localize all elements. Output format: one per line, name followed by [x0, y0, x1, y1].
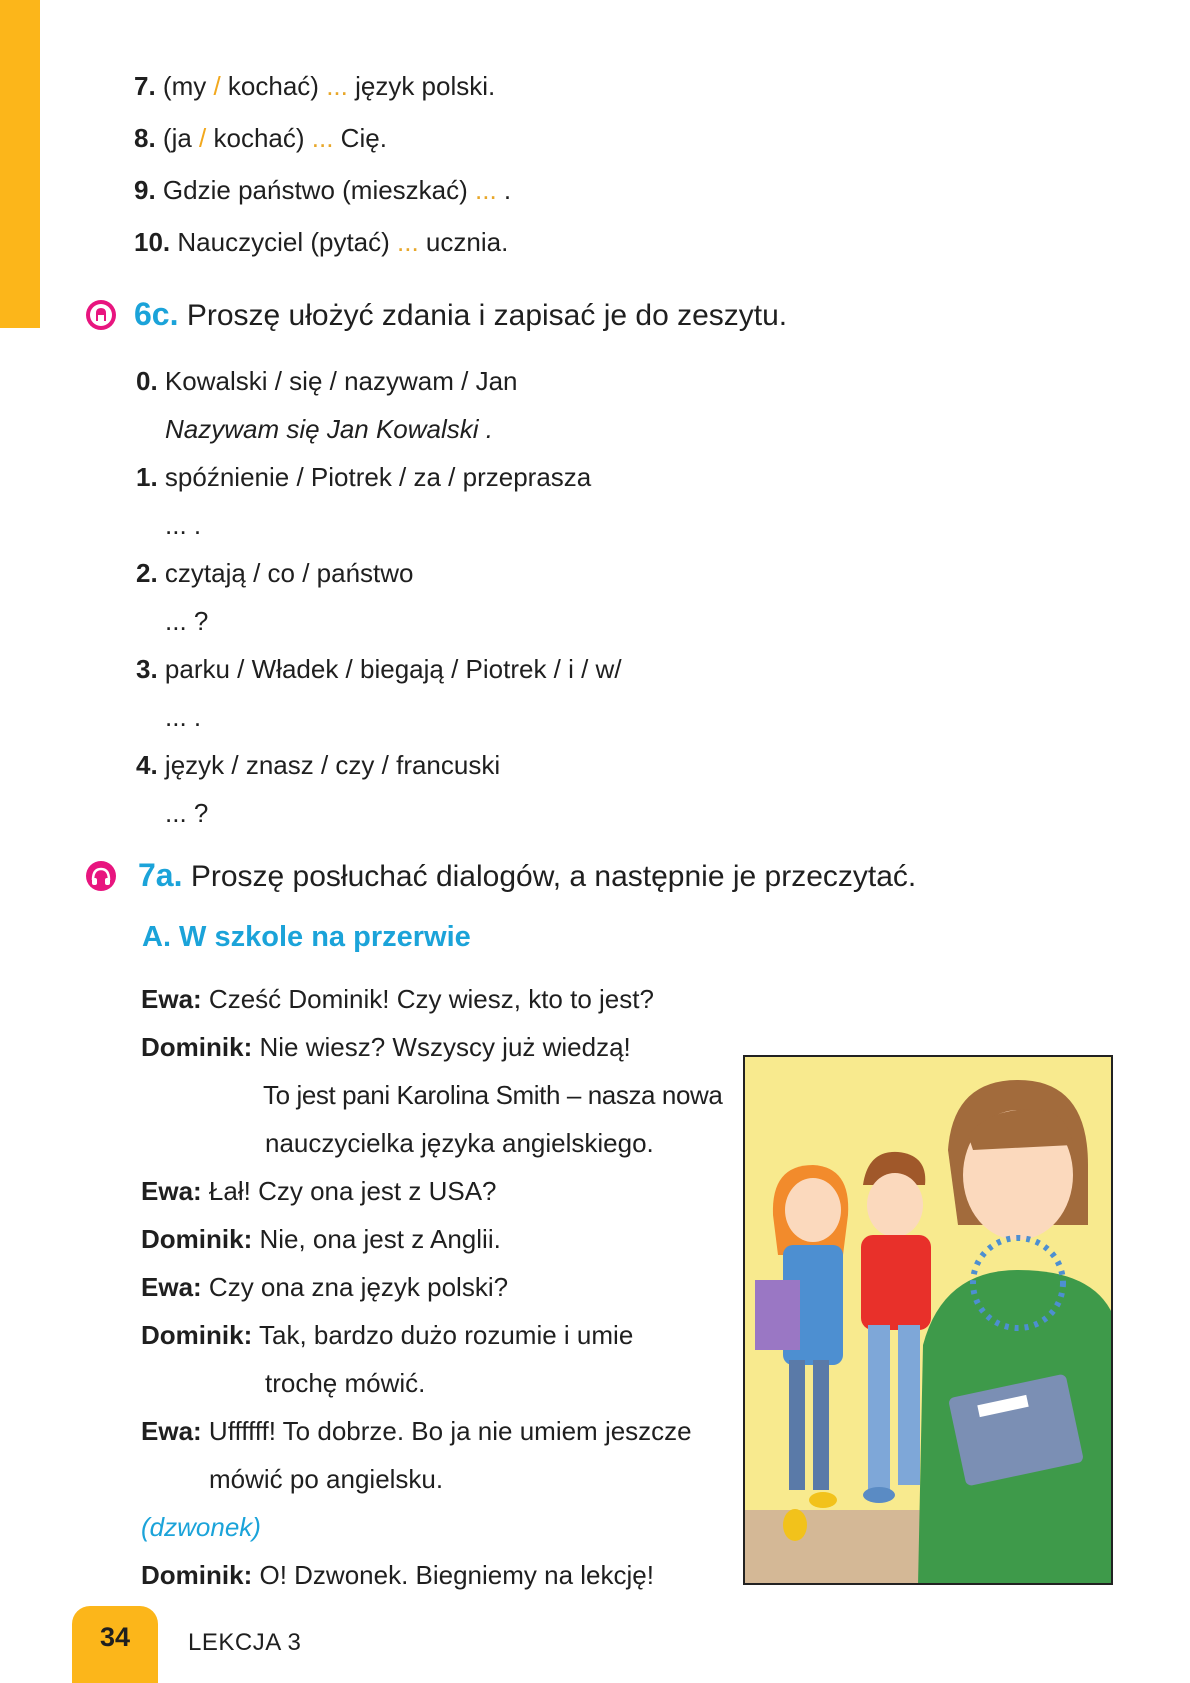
- dialog-cue: (dzwonek): [141, 1512, 261, 1542]
- pencil-icon: [86, 300, 116, 330]
- ex6c-answer-2: ... ?: [165, 606, 209, 636]
- ex6b-item-8: 8. (ja / kochać) ... Cię.: [134, 123, 387, 153]
- ex6c-heading: 6c. Proszę ułożyć zdania i zapisać je do zeszytu.: [134, 296, 788, 332]
- ex6c-answer-1: ... .: [165, 510, 202, 540]
- dialog-line: Dominik: Tak, bardzo dużo rozumie i umie: [141, 1320, 634, 1350]
- ex6c-item-4: 4. język / znasz / czy / francuski: [136, 750, 501, 780]
- ex6c-answer-4: ... ?: [165, 798, 209, 828]
- ex6c-answer-3: ... .: [165, 702, 202, 732]
- dialog-line: Dominik: Nie wiesz? Wszyscy już wiedzą!: [141, 1032, 631, 1062]
- ex6b-item-7: 7. (my / kochać) ... język polski.: [134, 71, 496, 101]
- ex6b-item-9: 9. Gdzie państwo (mieszkać) ... .: [134, 175, 512, 205]
- ex7a-section-title: A. W szkole na przerwie: [142, 921, 471, 953]
- dialog-line: To jest pani Karolina Smith – nasza nowa: [263, 1080, 723, 1110]
- dialog-line: Ewa: Łał! Czy ona jest z USA?: [141, 1176, 497, 1206]
- headphones-icon: [86, 861, 116, 891]
- ex6c-item-0: 0. Kowalski / się / nazywam / Jan: [136, 366, 518, 396]
- dialog-line: Ewa: Cześć Dominik! Czy wiesz, kto to jest?: [141, 984, 654, 1014]
- side-accent-bar: [0, 0, 40, 328]
- dialog-line: Dominik: Nie, ona jest z Anglii.: [141, 1224, 501, 1254]
- ex6c-item-1: 1. spóźnienie / Piotrek / za / przeprasza: [136, 462, 592, 492]
- dialog-line: nauczycielka języka angielskiego.: [265, 1128, 654, 1158]
- ex7a-heading: 7a. Proszę posłuchać dialogów, a następnie je przeczytać.: [138, 857, 917, 893]
- ex6b-item-10: 10. Nauczyciel (pytać) ... ucznia.: [134, 227, 509, 257]
- dialog-line: mówić po angielsku.: [209, 1464, 444, 1494]
- dialog-line: Ewa: Uffffff! To dobrze. Bo ja nie umiem jeszcze: [141, 1416, 692, 1446]
- page-number: 34: [99, 1622, 131, 1652]
- ex6c-answer-0: Nazywam się Jan Kowalski .: [165, 414, 493, 444]
- dialog-line: Dominik: O! Dzwonek. Biegniemy na lekcję!: [141, 1560, 654, 1590]
- dialog-illustration: [743, 1055, 1113, 1585]
- dialog-line: Ewa: Czy ona zna język polski?: [141, 1272, 509, 1302]
- ex6c-item-3: 3. parku / Władek / biegają / Piotrek / i / w/: [136, 654, 622, 684]
- dialog-line: trochę mówić.: [265, 1368, 426, 1398]
- ex6c-item-2: 2. czytają / co / państwo: [136, 558, 414, 588]
- lesson-label: LEKCJA 3: [188, 1629, 302, 1656]
